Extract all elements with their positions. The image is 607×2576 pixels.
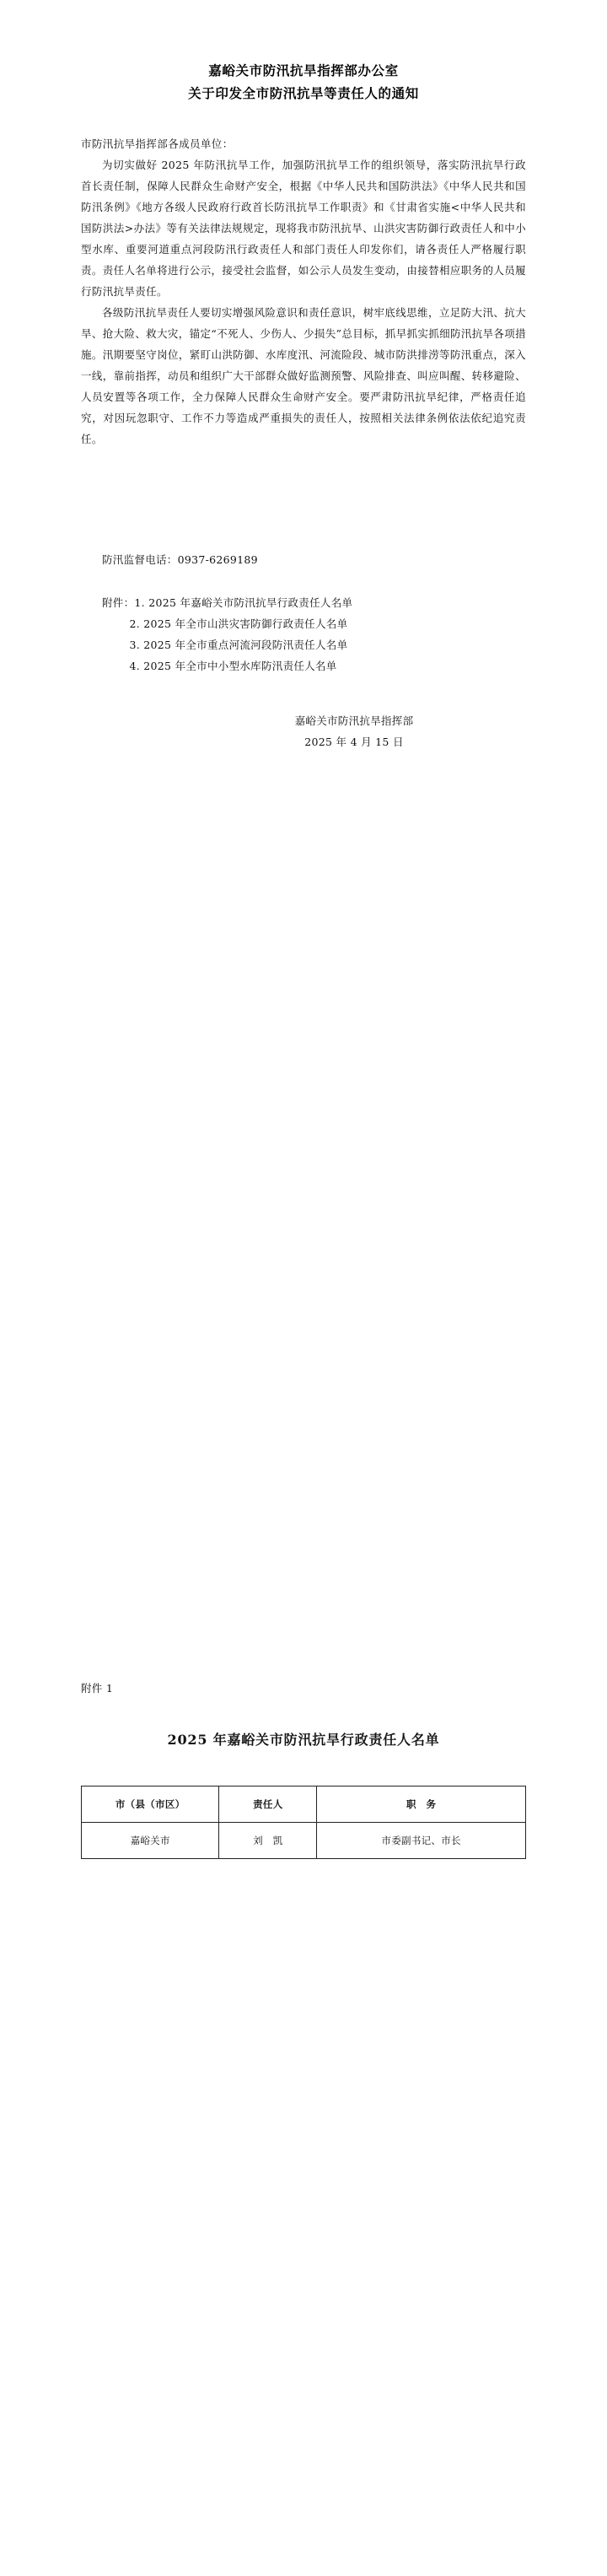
- signature-organization: 嘉峪关市防汛抗旱指挥部: [294, 714, 414, 728]
- page-title-line-1: 嘉峪关市防汛抗旱指挥部办公室: [208, 62, 399, 78]
- attachment-item-1: 1. 2025 年嘉峪关市防汛抗旱行政责任人名单: [134, 596, 353, 610]
- table-header-duty: 职 务: [317, 1786, 526, 1823]
- appendix-section: [81, 1680, 526, 1859]
- recipient-line: 市防汛抗旱指挥部各成员单位：: [81, 137, 234, 151]
- body-paragraph-2: 各级防汛抗旱责任人要切实增强风险意识和责任意识，树牢底线思维，立足防大汛、抗大旱、抢大险、救大灾，锚定“不死人、少伤人、少损失”总目标，抓早抓实抓细防汛抗旱各项措施。汛期要坚守岗位，紧盯山洪防御、水库度汛、河流险段、城市防洪排涝等防汛重点，深入一线，靠前指挥，动员和组织广大干部群众做好监测预警、风险排查、叫应叫醒、转移避险、人员安置等各项工作，全力保障人民群众生命财产安全。要严肃防汛抗旱纪律，严格责任追究，对因玩忽职守、工作不力等造成严重损失的责任人，按照相关法律条例依法依纪追究责任。: [81, 306, 526, 446]
- attachments-label: [81, 592, 526, 613]
- table-header-row: [82, 1786, 526, 1823]
- signature-date: 2025 年 4 月 15 日: [304, 736, 404, 749]
- body-paragraph-1: 为切实做好 2025 年防汛抗旱工作，加强防汛抗旱工作的组织领导，落实防汛抗旱行政首长责任制，保障人民群众生命财产安全，根据《中华人民共和国防洪法》《中华人民共和国防汛条例》《地方各级人民政府行政首长防汛抗旱工作职责》和《甘肃省实施<中华人民共和国防洪法>办法》等有关法律法规规定，现将我市防汛抗旱、山洪灾害防御行政责任人和中小型水库、重要河道重点河段防汛行政责任人和部门责任人印发你们，请各责任人严格履行职责。责任人名单将进行公示，接受社会监督，如公示人员发生变动，由接替相应职务的人员履行防汛抗旱责任。: [81, 159, 526, 299]
- cell-region: 嘉峪关市: [82, 1823, 219, 1859]
- attachment-item-2: 2. 2025 年全市山洪灾害防御行政责任人名单: [129, 617, 348, 631]
- table-header-person: 责任人: [219, 1786, 317, 1823]
- responsible-person-table: [81, 1786, 526, 1859]
- supervision-hotline: 防汛监督电话：0937-6269189: [102, 553, 258, 567]
- appendix-tag: 附件 1: [81, 1682, 114, 1695]
- signature-block: [81, 710, 526, 752]
- attachments-list: [81, 613, 526, 676]
- cell-person: 刘 凯: [219, 1823, 317, 1859]
- appendix-title: 2025 年嘉峪关市防汛抗旱行政责任人名单: [167, 1732, 440, 1748]
- attachment-item-3: 3. 2025 年全市重点河流河段防汛责任人名单: [129, 639, 348, 652]
- table-row: [82, 1823, 526, 1859]
- table-header-region: 市（县（市区）: [82, 1786, 219, 1823]
- cell-duty: 市委副书记、市长: [317, 1823, 526, 1859]
- attachments-block: [81, 592, 526, 676]
- attachment-item-4: 4. 2025 年全市中小型水库防汛责任人名单: [129, 660, 337, 673]
- page-title: [81, 59, 526, 105]
- page-title-line-2: 关于印发全市防汛抗旱等责任人的通知: [188, 85, 419, 102]
- attachments-label-text: 附件：: [102, 596, 135, 610]
